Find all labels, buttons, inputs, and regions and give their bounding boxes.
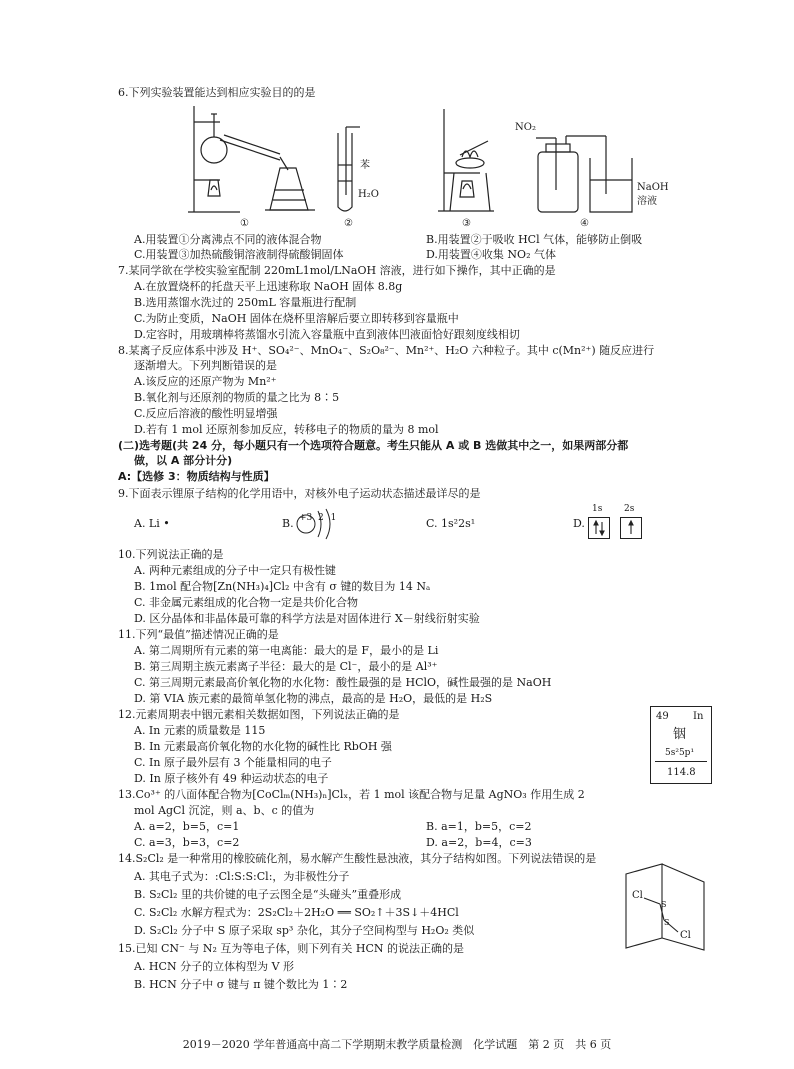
- q14-option-c: C. S₂Cl₂ 水解方程式为：2S₂Cl₂＋2H₂O ══ SO₂↑＋3S↓＋4HCl: [134, 906, 459, 919]
- q7-option-d: D.定容时，用玻璃棒将蒸馏水引流入容量瓶中直到液体凹液面恰好跟刻度线相切: [134, 328, 520, 341]
- q6-option-b: B.用装置②于吸收 HCl 气体，能够防止倒吸: [426, 233, 643, 246]
- q11-option-d: D. 第 VIA 族元素的最简单氢化物的沸点，最高的是 H₂O，最低的是 H₂S: [134, 692, 493, 705]
- label-water: H₂O: [358, 189, 379, 200]
- q10-option-b: B. 1mol 配合物[Zn(NH₃)₄]Cl₂ 中含有 σ 键的数目为 14 Nₐ: [134, 580, 431, 593]
- section2-module: A:【选修 3：物质结构与性质】: [118, 470, 275, 483]
- q7-option-b: B.选用蒸馏水洗过的 250mL 容量瓶进行配制: [134, 296, 357, 309]
- q14-option-b: B. S₂Cl₂ 里的共价键的电子云图全是“头碰头”重叠形成: [134, 888, 402, 901]
- apparatus-4-gas-collection: [510, 130, 650, 215]
- atom-nucleus: +3: [299, 513, 313, 523]
- q12-option-a: A. In 元素的质量数是 115: [134, 724, 266, 737]
- q8-option-d: D.若有 1 mol 还原剂参加反应，转移电子的物质的量为 8 mol: [134, 423, 439, 436]
- q13-option-a: A. a=2，b=5，c=1: [134, 820, 240, 833]
- q6-option-d: D.用装置④收集 NO₂ 气体: [426, 248, 556, 261]
- q11-option-a: A. 第二周期所有元素的第一电离能：最大的是 F，最小的是 Li: [134, 644, 439, 657]
- caption-1: ①: [240, 218, 249, 229]
- apparatus-1-distillation: [180, 100, 320, 220]
- label-benzene: 苯: [360, 160, 370, 171]
- q13-option-d: D. a=2，b=4，c=3: [426, 836, 532, 849]
- q11-option-c: C. 第三周期元素最高价氧化物的水化物：酸性最强的是 HClO，碱性最强的是 NaOH: [134, 676, 552, 689]
- element-mass: 114.8: [667, 767, 696, 778]
- section2-heading-cont: 做，以 A 部分计分): [134, 454, 233, 467]
- q8-stem-cont: 逐渐增大。下列判断错误的是: [134, 359, 277, 372]
- q12-option-d: D. In 原子核外有 49 种运动状态的电子: [134, 772, 329, 785]
- q12-option-b: B. In 元素最高价氧化物的水化物的碱性比 RbOH 强: [134, 740, 392, 753]
- orbital-box-1s: [588, 517, 610, 539]
- element-symbol: In: [693, 711, 704, 722]
- label-no2: NO₂: [515, 122, 536, 133]
- q11-stem: 11.下列“最值”描述情况正确的是: [118, 628, 279, 641]
- q9-option-d-label: D.: [573, 517, 585, 530]
- q9-option-a: A. Li •: [134, 517, 170, 530]
- q14-option-a: A. 其电子式为：:Cl:S:S:Cl:，为非极性分子: [134, 870, 350, 883]
- q9-option-b-label: B.: [282, 517, 294, 530]
- q9-option-c: C. 1s²2s¹: [426, 517, 476, 530]
- element-number: 49: [656, 711, 669, 722]
- up-down-arrows-icon: [589, 518, 609, 538]
- label-naoh: NaOH: [637, 182, 669, 193]
- q10-stem: 10.下列说法正确的是: [118, 548, 224, 561]
- atom-cl-1: Cl: [632, 890, 643, 901]
- q10-option-d: D. 区分晶体和非晶体最可靠的科学方法是对固体进行 X－射线衍射实验: [134, 612, 480, 625]
- q10-option-c: C. 非金属元素组成的化合物一定是共价化合物: [134, 596, 359, 609]
- q12-stem: 12.元素周期表中铟元素相关数据如图，下列说法正确的是: [118, 708, 400, 721]
- caption-2: ②: [344, 218, 353, 229]
- q8-option-b: B.氧化剂与还原剂的物质的量之比为 8∶5: [134, 391, 340, 404]
- element-name: 铟: [673, 727, 687, 742]
- q15-stem: 15.已知 CN⁻ 与 N₂ 互为等电子体，则下列有关 HCN 的说法正确的是: [118, 942, 464, 955]
- caption-3: ③: [462, 218, 471, 229]
- atom-s-2: S: [664, 918, 670, 927]
- q10-option-a: A. 两种元素组成的分子中一定只有极性键: [134, 564, 336, 577]
- q7-option-a: A.在放置烧杯的托盘天平上迅速称取 NaOH 固体 8.8g: [134, 280, 403, 293]
- caption-4: ④: [580, 218, 589, 229]
- element-cell-indium: [650, 706, 712, 784]
- q6-stem: 6.下列实验装置能达到相应实验目的的是: [118, 86, 316, 99]
- section2-heading: (二)选考题(共 24 分，每小题只有一个选项符合题意。考生只能从 A 或 B 选做其中之一，如果两部分都: [118, 439, 629, 452]
- q14-option-d: D. S₂Cl₂ 分子中 S 原子采取 sp³ 杂化，其分子空间构型与 H₂O₂ 类似: [134, 924, 475, 937]
- q8-option-a: A.该反应的还原产物为 Mn²⁺: [134, 375, 277, 388]
- q15-option-b: B. HCN 分子中 σ 键与 π 键个数比为 1∶2: [134, 978, 348, 991]
- q13-stem: 13.Co³⁺ 的八面体配合物为[CoClₘ(NH₃)ₙ]Clₓ，若 1 mol 该配合物与足量 AgNO₃ 作用生成 2: [118, 788, 585, 801]
- q6-option-a: A.用装置①分离沸点不同的液体混合物: [134, 233, 322, 246]
- q8-option-c: C.反应后溶液的酸性明显增强: [134, 407, 278, 420]
- q13-stem-cont: mol AgCl 沉淀，则 a、b、c 的值为: [134, 804, 315, 817]
- q7-stem: 7.某同学欲在学校实验室配制 220mL1mol/LNaOH 溶液，进行如下操作，其中正确的是: [118, 264, 556, 277]
- q13-option-c: C. a=3，b=3，c=2: [134, 836, 240, 849]
- page-footer: 2019－2020 学年普通高中高二下学期期末教学质量检测 化学试题 第 2 页 共 6 页: [182, 1038, 612, 1051]
- atom-s-1: S: [661, 900, 667, 909]
- element-config: 5s²5p¹: [665, 748, 695, 758]
- label-solution: 溶液: [637, 196, 657, 207]
- orbital-2s-label: 2s: [624, 504, 635, 514]
- q13-option-b: B. a=1，b=5，c=2: [426, 820, 532, 833]
- q14-stem: 14.S₂Cl₂ 是一种常用的橡胶硫化剂，易水解产生酸性悬浊液，其分子结构如图。下列说法错误的是: [118, 852, 597, 865]
- q7-option-c: C.为防止变质，NaOH 固体在烧杯里溶解后要立即转移到容量瓶中: [134, 312, 459, 325]
- orbital-box-2s: [620, 517, 642, 539]
- atom-cl-2: Cl: [680, 930, 691, 941]
- up-arrow-icon: [621, 518, 641, 538]
- q15-option-a: A. HCN 分子的立体构型为 V 形: [134, 960, 295, 973]
- q11-option-b: B. 第三周期主族元素离子半径：最大的是 Cl⁻，最小的是 Al³⁺: [134, 660, 438, 673]
- orbital-1s-label: 1s: [592, 504, 603, 514]
- q12-option-c: C. In 原子最外层有 3 个能量相同的电子: [134, 756, 332, 769]
- q9-stem: 9.下面表示锂原子结构的化学用语中，对核外电子运动状态描述最详尽的是: [118, 487, 481, 500]
- q8-stem: 8.某离子反应体系中涉及 H⁺、SO₄²⁻、MnO₄⁻、S₂O₈²⁻、Mn²⁺、H₂O 六种粒子。其中 c(Mn²⁺) 随反应进行: [118, 344, 655, 357]
- q6-option-c: C.用装置③加热硫酸铜溶液制得硫酸铜固体: [134, 248, 344, 261]
- atom-shells: 2 1: [318, 513, 339, 523]
- apparatus-3-evaporation: [430, 105, 500, 215]
